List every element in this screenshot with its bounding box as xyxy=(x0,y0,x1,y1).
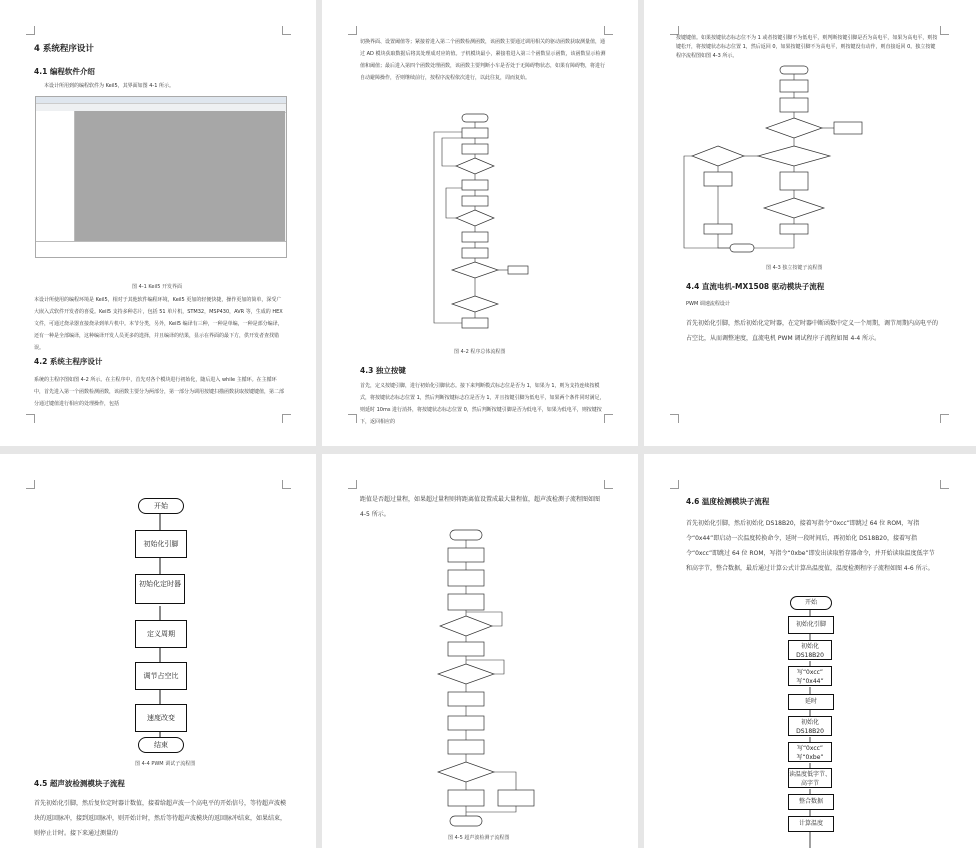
crop-mark xyxy=(282,414,291,423)
flow-terminal-start: 开始 xyxy=(790,596,832,610)
paragraph: 切换界面、设置阈值等；紧接着进入第二个函数检测函数，该函数主要通过调用相关的驱动函数获取测量值，通过 AD 模块获取数据后将其处理成对应的值。子机模块最小，紧接着进入第三个函数显示函数，该函数显示检测值和阈值；最后进入第四个函数处理函数，该函数主要判断小车是否处于无障碍物状态，如果有障碍物，将进行自动避障操作，否则继续前行，按程序流程依次进行，以此往复，周而复始。 xyxy=(360,39,606,81)
figure-caption: 图 4-3 独立按键子流程图 xyxy=(766,265,823,271)
crop-mark xyxy=(604,26,613,35)
document-page-2 xyxy=(322,0,638,446)
crop-mark xyxy=(348,26,357,35)
paragraph: 本设计所用到的编程软件为 Keil5，其界面如图 4-1 所示。 xyxy=(44,83,175,89)
crop-mark xyxy=(282,26,291,35)
paragraph: 首先初始化引脚，然后复位定时器计数值，接着给超声波一个高电平的开始信号，等待超声波模块的返回脉冲，接到返回脉冲，则开始计时，然后等待超声波模块的返回脉冲结束，如果结束，则停止计时。接下来通过测量的 xyxy=(34,800,287,837)
crop-mark xyxy=(348,480,357,489)
heading-4-2: 4.2 系统主程序设计 xyxy=(34,357,103,366)
crop-mark xyxy=(670,414,679,423)
crop-mark xyxy=(348,414,357,423)
flow-terminal-start: 开始 xyxy=(138,498,184,514)
flow-step: 初始化 DS18B20 xyxy=(788,640,832,660)
ultrasonic-flowchart xyxy=(322,524,638,824)
flow-step: 定义周期 xyxy=(135,620,187,648)
paragraph: 本设计所使用的编程环境是 Keil5，相对于其他软件编程环境，Keil5 更加的轻便快捷，操作更加的简单，深受广大嵌入式软件开发者的喜爱。Keil5 支持多种芯片，包括 51 单片机，STM32，MSP430，AVR 等，生成的 HEX 文件，可通过烧录器直接烧录到单片机中。本节分类，另外，Keil5 编译有三种，一种是单编，一种是部分编译，还有一种是全部编译，这种编译开发人员更多的选择，并且编译的结果，显示在界面的最下方，供开发者查找错误。 xyxy=(34,297,283,351)
paragraph: 距值是否超过量程，如果超过量程则将距离值设置成最大量程值，超声波检测子流程图如图 4-5 所示。 xyxy=(360,496,601,518)
flow-step: 调节占空比 xyxy=(135,662,187,690)
key-scan-flowchart xyxy=(644,62,976,262)
flow-step: 初始化定时器 xyxy=(135,574,185,604)
crop-mark xyxy=(26,26,35,35)
screenshot-project-pane xyxy=(36,111,75,241)
flow-step: 初始化引脚 xyxy=(788,616,834,634)
flow-step: 整合数据 xyxy=(788,794,834,810)
paragraph: 按键键值。如果按键状态标志位不为 1 或者按键引脚不为低电平，则判断按键引脚是否为高电平，如果为高电平，则按键松开，将按键状态标志位置 1，然后返回 0，如果按键引脚不为高电平，则按键没有动作，则直接返回 0。独立按键程序流程图如图 4-3 所示。 xyxy=(676,35,938,59)
crop-mark xyxy=(604,480,613,489)
document-page-6 xyxy=(644,454,976,848)
document-page-4 xyxy=(0,454,316,848)
paragraph: 首先初始化引脚，然后初始化定时器，在定时器中断函数中定义一个周期，调节周期内高电平的占空比，从而调整速度，直流电机 PWM 调试程序子流程如图 4-4 所示。 xyxy=(686,320,939,342)
figure-caption: 图 4-1 Keil5 开发界面 xyxy=(132,284,183,290)
figure-caption: 图 4-4 PWM 调试子流程图 xyxy=(135,761,196,767)
flow-step: 初始化引脚 xyxy=(135,530,187,558)
heading-4-6: 4.6 温度检测模块子流程 xyxy=(686,497,770,506)
flow-step: 写“0xcc” 写“0xbe” xyxy=(788,742,832,762)
flow-step: 读温度低字节、高字节 xyxy=(788,768,832,788)
subheading: PWM 调速流程设计 xyxy=(686,301,730,307)
document-page-3 xyxy=(644,0,976,446)
figure-caption: 图 4-2 程序总体流程图 xyxy=(454,349,506,355)
paragraph: 系统的主程序图如图 4-2 所示。在主程序中，首先对各个模块进行初始化，随后进入 while 主循环。在主循环中，首先进入第一个函数检测函数，该函数主要分为两部分，第一部分为调用按键扫描函数获取按键键值，第二部分通过键值进行相应的处理操作，包括 xyxy=(34,377,285,407)
heading-4-3: 4.3 独立按键 xyxy=(360,366,406,375)
main-program-flowchart xyxy=(322,108,638,348)
screenshot-build-output xyxy=(36,241,286,257)
heading-4-4: 4.4 直流电机-MX1508 驱动模块子流程 xyxy=(686,282,825,291)
flow-connectors xyxy=(0,454,316,754)
heading-4-1: 4.1 编程软件介绍 xyxy=(34,67,95,76)
flow-step: 初始化 DS18B20 xyxy=(788,716,832,736)
flow-step: 计算温度 xyxy=(788,816,834,832)
crop-mark xyxy=(26,414,35,423)
crop-mark xyxy=(940,414,949,423)
flow-step: 延时 xyxy=(788,694,834,710)
flow-connectors xyxy=(644,454,976,848)
paragraph: 首先，定义按键引脚，进行初始化引脚状态。接下来判断模式标志位是否为 1，如果为 1，则为支持连续按模式，将按键状态标志位置 1，然后判断按键标志位是否为 1，并且按键引脚为低电平，如果两个条件同时满足，则延时 10ms 进行消抖，将按键状态标志位置 0，然后判断按键引脚是否为低电平，如果为低电平，则按键按下，返回相应的 xyxy=(360,383,605,425)
document-page-5 xyxy=(322,454,638,848)
screenshot-editor-area xyxy=(75,111,285,241)
document-page-1 xyxy=(0,0,316,446)
screenshot-menubar xyxy=(36,97,286,104)
heading-4-5: 4.5 超声波检测模块子流程 xyxy=(34,779,125,788)
heading-chapter-4: 4 系统程序设计 xyxy=(34,44,94,54)
keil5-screenshot xyxy=(35,96,287,258)
paragraph: 首先初始化引脚，然后初始化 DS18B20，接着写指令“0xcc”即跳过 64 位 ROM，写指令“0x44”即启动一次温度转换命令，延时一段时间后，再初始化 DS18B20，接着写指令“0xcc”即跳过 64 位 ROM，写指令“0xbe”即发出读取暂存器命令，并开始读取温度低字节和高字节，整合数据，最后通过计算公式计算出温度值，温度检测程序子流程如图 4-6 所示。 xyxy=(686,520,935,572)
figure-caption: 图 4-5 超声波检测子流程图 xyxy=(448,835,510,841)
crop-mark xyxy=(940,26,949,35)
flow-step: 写“0xcc” 写“0x44” xyxy=(788,666,832,686)
flow-step: 速度改变 xyxy=(135,704,187,732)
flow-terminal-end: 结束 xyxy=(138,737,184,753)
